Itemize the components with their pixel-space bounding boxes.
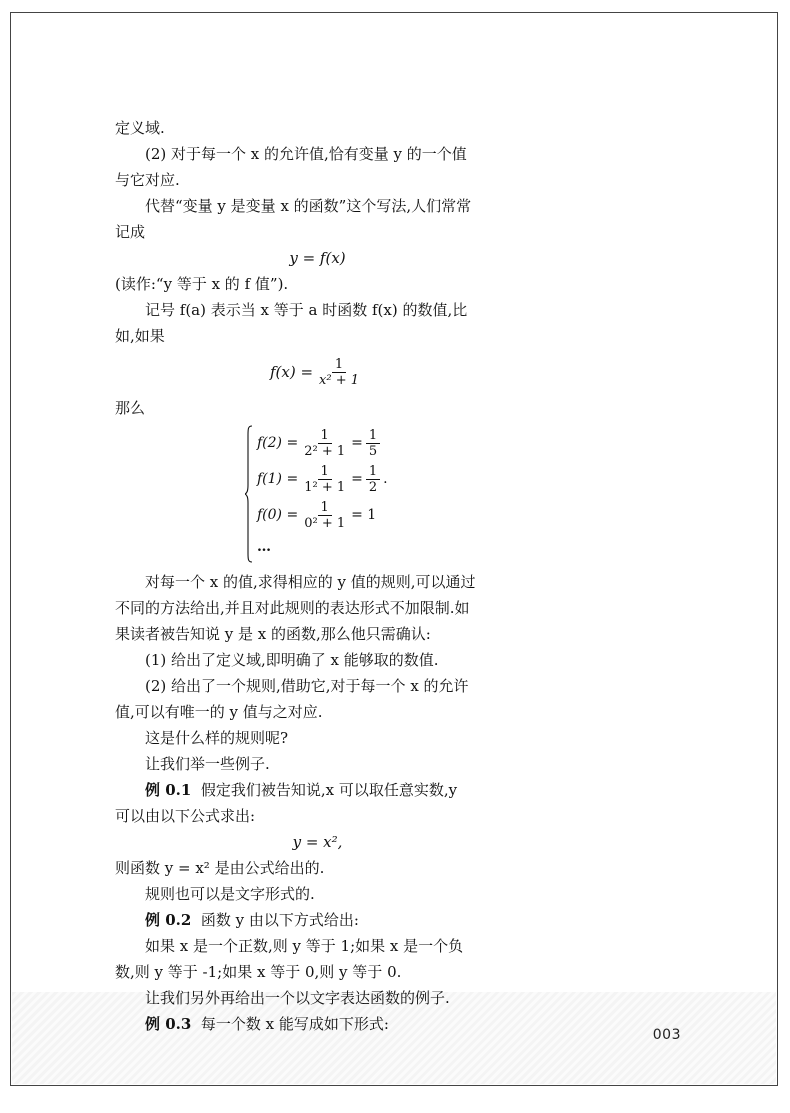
text-line: (1) 给出了定义域,即明确了 x 能够取的数值. <box>145 651 439 669</box>
numerator: 1 <box>318 428 332 444</box>
denominator: 2 <box>368 479 378 495</box>
numerator: 1 <box>318 464 332 480</box>
text-line: 定义域. <box>115 119 165 137</box>
system-lines <box>257 425 388 561</box>
system-rhs: = 1 <box>351 507 377 523</box>
text-line: 记号 f(a) 表示当 x 等于 a 时函数 f(x) 的数值,比 <box>145 301 468 319</box>
text-line: 那么 <box>115 399 146 417</box>
text-line: 让我们举一些例子. <box>145 755 270 773</box>
formula-y-equals-fx: y = f(x) <box>289 249 346 267</box>
system-line-f1 <box>257 461 388 497</box>
numerator: 1 <box>332 357 346 373</box>
text-line: (2) 给出了一个规则,借助它,对于每一个 x 的允许 <box>145 677 469 695</box>
system-ellipsis: … <box>257 539 272 555</box>
example-text: 每一个数 x 能写成如下形式: <box>200 1015 389 1033</box>
text-line: 记成 <box>115 223 146 241</box>
example-label: 例 0.1 <box>145 781 192 799</box>
fraction <box>366 428 380 459</box>
period-mark: . <box>383 471 388 487</box>
equals-sign: = <box>351 471 363 487</box>
page-body <box>115 115 520 1037</box>
denominator: 5 <box>368 443 378 459</box>
text-line: 果读者被告知说 y 是 x 的函数,那么他只需确认: <box>115 625 431 643</box>
page-number: 003 <box>652 1027 681 1043</box>
fraction <box>301 428 348 459</box>
text-line: 代替“变量 y 是变量 x 的函数”这个写法,人们常常 <box>145 197 472 215</box>
fraction <box>366 464 380 495</box>
denominator: 0² + 1 <box>304 515 346 531</box>
text-line: 如,如果 <box>115 327 165 345</box>
fraction <box>301 500 348 531</box>
text-line: 可以由以下公式求出: <box>115 807 256 825</box>
example-0-3 <box>115 1011 520 1037</box>
text-line: 则函数 y = x² 是由公式给出的. <box>115 859 325 877</box>
numerator: 1 <box>318 500 332 516</box>
text-line: 与它对应. <box>115 171 180 189</box>
system-line-f2 <box>257 425 388 461</box>
example-text: 函数 y 由以下方式给出: <box>200 911 359 929</box>
equation-system <box>245 425 475 563</box>
text-line: 数,则 y 等于 -1;如果 x 等于 0,则 y 等于 0. <box>115 963 402 981</box>
text-line: 值,可以有唯一的 y 值与之对应. <box>115 703 323 721</box>
denominator: 1² + 1 <box>304 479 346 495</box>
system-line-f0 <box>257 497 388 533</box>
text-line: 不同的方法给出,并且对此规则的表达形式不加限制.如 <box>115 599 470 617</box>
text-line: 让我们另外再给出一个以文字表达函数的例子. <box>145 989 450 1007</box>
system-lhs: f(2) = <box>257 435 299 451</box>
text-line: (2) 对于每一个 x 的允许值,恰有变量 y 的一个值 <box>145 145 467 163</box>
numerator: 1 <box>366 428 380 444</box>
example-label: 例 0.2 <box>145 911 192 929</box>
text-line: 对每一个 x 的值,求得相应的 y 值的规则,可以通过 <box>145 573 476 591</box>
equals-sign: = <box>351 435 363 451</box>
system-lhs: f(0) = <box>257 507 299 523</box>
left-brace <box>245 425 253 563</box>
example-0-1 <box>115 777 520 803</box>
numerator: 1 <box>366 464 380 480</box>
text-line: 这是什么样的规则呢? <box>145 729 289 747</box>
text-line: 如果 x 是一个正数,则 y 等于 1;如果 x 是一个负 <box>145 937 464 955</box>
denominator: 2² + 1 <box>304 443 346 459</box>
fraction <box>301 464 348 495</box>
example-0-2 <box>115 907 520 933</box>
example-label: 例 0.3 <box>145 1015 192 1033</box>
denominator: x² + 1 <box>319 372 360 388</box>
text-line: (读作:“y 等于 x 的 f 值”). <box>115 275 289 293</box>
system-lhs: f(1) = <box>257 471 299 487</box>
formula-y-equals-x-squared: y = x², <box>292 833 343 851</box>
formula-fx-definition <box>115 349 520 395</box>
formula-lhs: f(x) = <box>269 363 314 381</box>
text-line: 规则也可以是文字形式的. <box>145 885 315 903</box>
example-text: 假定我们被告知说,x 可以取任意实数,y <box>200 781 458 799</box>
fraction <box>316 357 362 388</box>
